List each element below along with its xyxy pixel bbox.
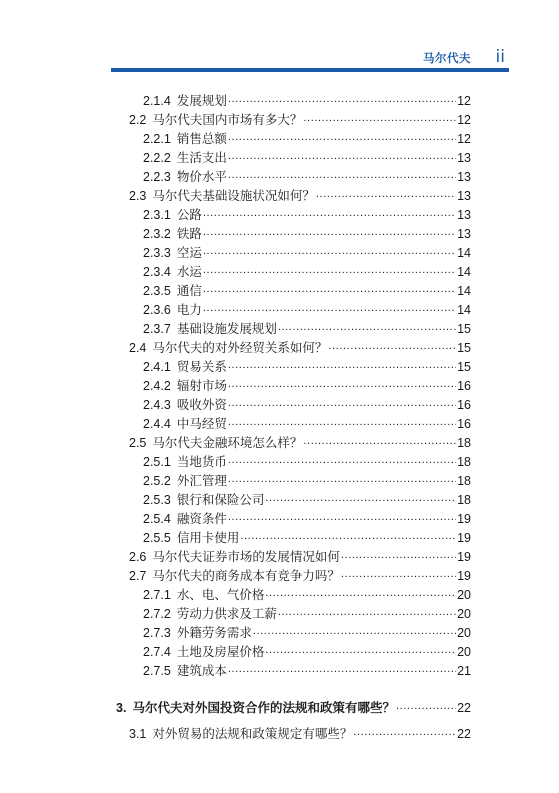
toc-entry[interactable] bbox=[129, 435, 471, 451]
toc-entry[interactable] bbox=[143, 511, 471, 527]
toc-entry-title: 土地及房屋价格 bbox=[176, 644, 265, 659]
toc-leader bbox=[265, 644, 456, 656]
toc-entry[interactable] bbox=[143, 530, 471, 546]
toc-entry-page: 20 bbox=[457, 588, 471, 602]
toc-entry[interactable] bbox=[143, 321, 471, 337]
toc-entry-number: 2.6 bbox=[129, 550, 147, 564]
toc-entry-page: 19 bbox=[457, 569, 471, 583]
toc-leader bbox=[203, 283, 456, 295]
toc-entry[interactable] bbox=[129, 188, 471, 204]
toc-entry-number: 2.7.2 bbox=[143, 607, 171, 621]
toc-entry-number: 2.3.5 bbox=[143, 284, 171, 298]
toc-entry-page: 18 bbox=[457, 455, 471, 469]
toc-entry[interactable] bbox=[143, 587, 471, 603]
toc-entry-number: 2.5.4 bbox=[143, 512, 171, 526]
toc-entry-number: 2.5 bbox=[129, 436, 147, 450]
toc-leader bbox=[203, 302, 456, 314]
toc-entry-page: 21 bbox=[457, 664, 471, 678]
toc-leader bbox=[278, 606, 456, 618]
toc-entry-number: 2.4.2 bbox=[143, 379, 171, 393]
toc-entry-title: 信用卡使用 bbox=[176, 530, 240, 545]
toc-entry-title: 生活支出 bbox=[176, 150, 227, 165]
toc-entry-title: 融资条件 bbox=[176, 511, 227, 526]
toc-entry-title: 通信 bbox=[176, 283, 202, 298]
toc-entry-number: 3.1 bbox=[129, 727, 147, 741]
toc-entry-title: 马尔代夫对外国投资合作的法规和政策有哪些？ bbox=[132, 701, 395, 715]
toc-entry-title: 银行和保险公司 bbox=[176, 492, 265, 507]
toc-entry-number: 2.3.6 bbox=[143, 303, 171, 317]
page-number: ii bbox=[495, 47, 505, 67]
toc-entry-title: 空运 bbox=[176, 245, 202, 260]
toc-entry-page: 14 bbox=[457, 265, 471, 279]
toc-entry-title: 公路 bbox=[176, 207, 202, 222]
toc-entry-number: 2.2 bbox=[129, 113, 147, 127]
toc-entry[interactable] bbox=[129, 568, 471, 584]
toc-entry[interactable] bbox=[143, 663, 471, 679]
toc-leader bbox=[303, 435, 456, 447]
toc-entry-page: 19 bbox=[457, 550, 471, 564]
toc-entry-page: 20 bbox=[457, 645, 471, 659]
toc-entry-page: 12 bbox=[457, 113, 471, 127]
toc-leader bbox=[228, 93, 456, 105]
toc-entry-title: 劳动力供求及工薪 bbox=[176, 606, 277, 621]
toc-entry-page: 13 bbox=[457, 170, 471, 184]
toc-entry-title: 发展规划 bbox=[176, 93, 227, 108]
toc-entry-page: 14 bbox=[457, 303, 471, 317]
toc-leader bbox=[203, 226, 456, 238]
toc-leader bbox=[265, 492, 456, 504]
toc-leader bbox=[278, 321, 456, 333]
toc-leader bbox=[240, 530, 456, 542]
toc-entry-number: 2.3 bbox=[129, 189, 147, 203]
toc-entry-page: 16 bbox=[457, 398, 471, 412]
toc-entry[interactable] bbox=[143, 492, 471, 508]
toc-leader bbox=[228, 454, 456, 466]
toc-entry[interactable] bbox=[143, 378, 471, 394]
toc-entry-number: 2.5.5 bbox=[143, 531, 171, 545]
toc-entry-page: 12 bbox=[457, 94, 471, 108]
toc-entry[interactable] bbox=[129, 726, 471, 742]
header-title: 马尔代夫 bbox=[423, 51, 471, 65]
toc-leader bbox=[203, 264, 456, 276]
toc-entry-title: 电力 bbox=[176, 302, 202, 317]
toc-entry-title: 当地货币 bbox=[176, 454, 227, 469]
toc-entry-page: 14 bbox=[457, 284, 471, 298]
toc-entry-number: 2.1.4 bbox=[143, 94, 171, 108]
toc-entry-title: 销售总额 bbox=[176, 131, 227, 146]
toc-entry-number: 2.2.1 bbox=[143, 132, 171, 146]
toc-entry-title: 水、电、气价格 bbox=[176, 587, 265, 602]
toc-entry[interactable] bbox=[143, 93, 471, 109]
toc-entry-title: 贸易关系 bbox=[176, 359, 227, 374]
toc-entry-title: 物价水平 bbox=[176, 169, 227, 184]
toc-entry-number: 2.7.1 bbox=[143, 588, 171, 602]
toc-entry-page: 15 bbox=[457, 360, 471, 374]
toc-entry[interactable] bbox=[143, 283, 471, 299]
toc-leader bbox=[228, 416, 456, 428]
toc-leader bbox=[228, 359, 456, 371]
toc-leader bbox=[341, 549, 456, 561]
toc-leader bbox=[341, 568, 456, 580]
toc-leader bbox=[203, 207, 456, 219]
toc-leader bbox=[228, 663, 456, 675]
toc-entry-page: 22 bbox=[457, 701, 471, 715]
toc-entry-page: 15 bbox=[457, 322, 471, 336]
header-rule bbox=[111, 68, 509, 72]
toc-entry[interactable] bbox=[129, 112, 471, 128]
toc-entry[interactable] bbox=[143, 207, 471, 223]
toc-leader bbox=[303, 112, 456, 124]
toc-entry-number: 3. bbox=[116, 701, 127, 715]
toc-entry[interactable] bbox=[143, 625, 471, 641]
toc-entry-page: 13 bbox=[457, 227, 471, 241]
toc-entry-number: 2.7.4 bbox=[143, 645, 171, 659]
toc-entry-title: 水运 bbox=[176, 264, 202, 279]
toc-entry-page: 13 bbox=[457, 151, 471, 165]
toc-entry-page: 20 bbox=[457, 626, 471, 640]
toc-entry-page: 16 bbox=[457, 379, 471, 393]
toc-entry-page: 13 bbox=[457, 189, 471, 203]
toc-entry-title: 马尔代夫金融环境怎么样？ bbox=[152, 435, 303, 450]
toc-entry-title: 外籍劳务需求 bbox=[176, 625, 252, 640]
toc-entry-page: 18 bbox=[457, 436, 471, 450]
toc-entry-title: 外汇管理 bbox=[176, 473, 227, 488]
toc-entry[interactable] bbox=[129, 340, 471, 356]
toc-entry-page: 14 bbox=[457, 246, 471, 260]
toc-entry[interactable] bbox=[143, 264, 471, 280]
toc-entry[interactable] bbox=[129, 549, 471, 565]
toc-entry-page: 20 bbox=[457, 607, 471, 621]
toc-leader bbox=[265, 587, 456, 599]
toc-entry-title: 中马经贸 bbox=[176, 416, 227, 431]
toc-leader bbox=[396, 700, 456, 712]
toc-entry-number: 2.7 bbox=[129, 569, 147, 583]
toc-entry-chapter[interactable] bbox=[116, 700, 471, 716]
toc-leader bbox=[203, 245, 456, 257]
toc-leader bbox=[316, 188, 456, 200]
toc-entry-number: 2.5.2 bbox=[143, 474, 171, 488]
toc-entry-number: 2.2.3 bbox=[143, 170, 171, 184]
toc-entry-title: 铁路 bbox=[176, 226, 202, 241]
toc-entry[interactable] bbox=[143, 416, 471, 432]
toc-entry-title: 辐射市场 bbox=[176, 378, 227, 393]
toc-entry-title: 基础设施发展规划 bbox=[176, 321, 277, 336]
toc-entry-page: 18 bbox=[457, 474, 471, 488]
toc-entry-number: 2.3.3 bbox=[143, 246, 171, 260]
toc-entry[interactable] bbox=[143, 226, 471, 242]
toc-entry[interactable] bbox=[143, 454, 471, 470]
toc-entry-title: 吸收外资 bbox=[176, 397, 227, 412]
toc-leader bbox=[228, 131, 456, 143]
toc-entry-number: 2.4.4 bbox=[143, 417, 171, 431]
toc-entry-title: 对外贸易的法规和政策规定有哪些？ bbox=[152, 726, 353, 741]
toc-entry-number: 2.3.7 bbox=[143, 322, 171, 336]
toc-entry[interactable] bbox=[143, 397, 471, 413]
toc-entry-number: 2.4.1 bbox=[143, 360, 171, 374]
toc-leader bbox=[228, 473, 456, 485]
toc-entry[interactable] bbox=[143, 644, 471, 660]
toc-entry-title: 马尔代夫证券市场的发展情况如何 bbox=[152, 549, 340, 564]
toc-entry[interactable] bbox=[143, 606, 471, 622]
toc-entry-number: 2.5.3 bbox=[143, 493, 171, 507]
toc-entry-title: 马尔代夫的对外经贸关系如何？ bbox=[152, 340, 328, 355]
toc-entry[interactable] bbox=[143, 302, 471, 318]
toc-entry-page: 18 bbox=[457, 493, 471, 507]
toc-entry[interactable] bbox=[143, 359, 471, 375]
toc-entry-page: 16 bbox=[457, 417, 471, 431]
toc-entry-page: 13 bbox=[457, 208, 471, 222]
toc-entry[interactable] bbox=[143, 169, 471, 185]
toc-leader bbox=[328, 340, 456, 352]
toc-entry-number: 2.5.1 bbox=[143, 455, 171, 469]
toc-entry[interactable] bbox=[143, 150, 471, 166]
toc-entry-title: 马尔代夫基础设施状况如何？ bbox=[152, 188, 315, 203]
toc-entry-number: 2.7.5 bbox=[143, 664, 171, 678]
toc-entry-page: 19 bbox=[457, 531, 471, 545]
toc-leader bbox=[228, 150, 456, 162]
toc-entry[interactable] bbox=[143, 131, 471, 147]
toc-leader bbox=[353, 726, 456, 738]
toc-entry-title: 马尔代夫国内市场有多大？ bbox=[152, 112, 303, 127]
toc-entry-number: 2.7.3 bbox=[143, 626, 171, 640]
toc-entry-title: 建筑成本 bbox=[176, 663, 227, 678]
toc-entry-number: 2.4.3 bbox=[143, 398, 171, 412]
toc-entry-page: 15 bbox=[457, 341, 471, 355]
toc-leader bbox=[228, 511, 456, 523]
toc-entry[interactable] bbox=[143, 245, 471, 261]
toc-entry-number: 2.3.4 bbox=[143, 265, 171, 279]
toc-entry-number: 2.4 bbox=[129, 341, 147, 355]
toc-leader bbox=[228, 169, 456, 181]
toc-entry-number: 2.2.2 bbox=[143, 151, 171, 165]
toc-entry-title: 马尔代夫的商务成本有竞争力吗？ bbox=[152, 568, 340, 583]
toc-entry[interactable] bbox=[143, 473, 471, 489]
toc-entry-page: 19 bbox=[457, 512, 471, 526]
toc-leader bbox=[253, 625, 456, 637]
toc-entry-number: 2.3.1 bbox=[143, 208, 171, 222]
toc-leader bbox=[228, 378, 456, 390]
toc-leader bbox=[228, 397, 456, 409]
toc-entry-number: 2.3.2 bbox=[143, 227, 171, 241]
toc-entry-page: 12 bbox=[457, 132, 471, 146]
toc-entry-page: 22 bbox=[457, 727, 471, 741]
